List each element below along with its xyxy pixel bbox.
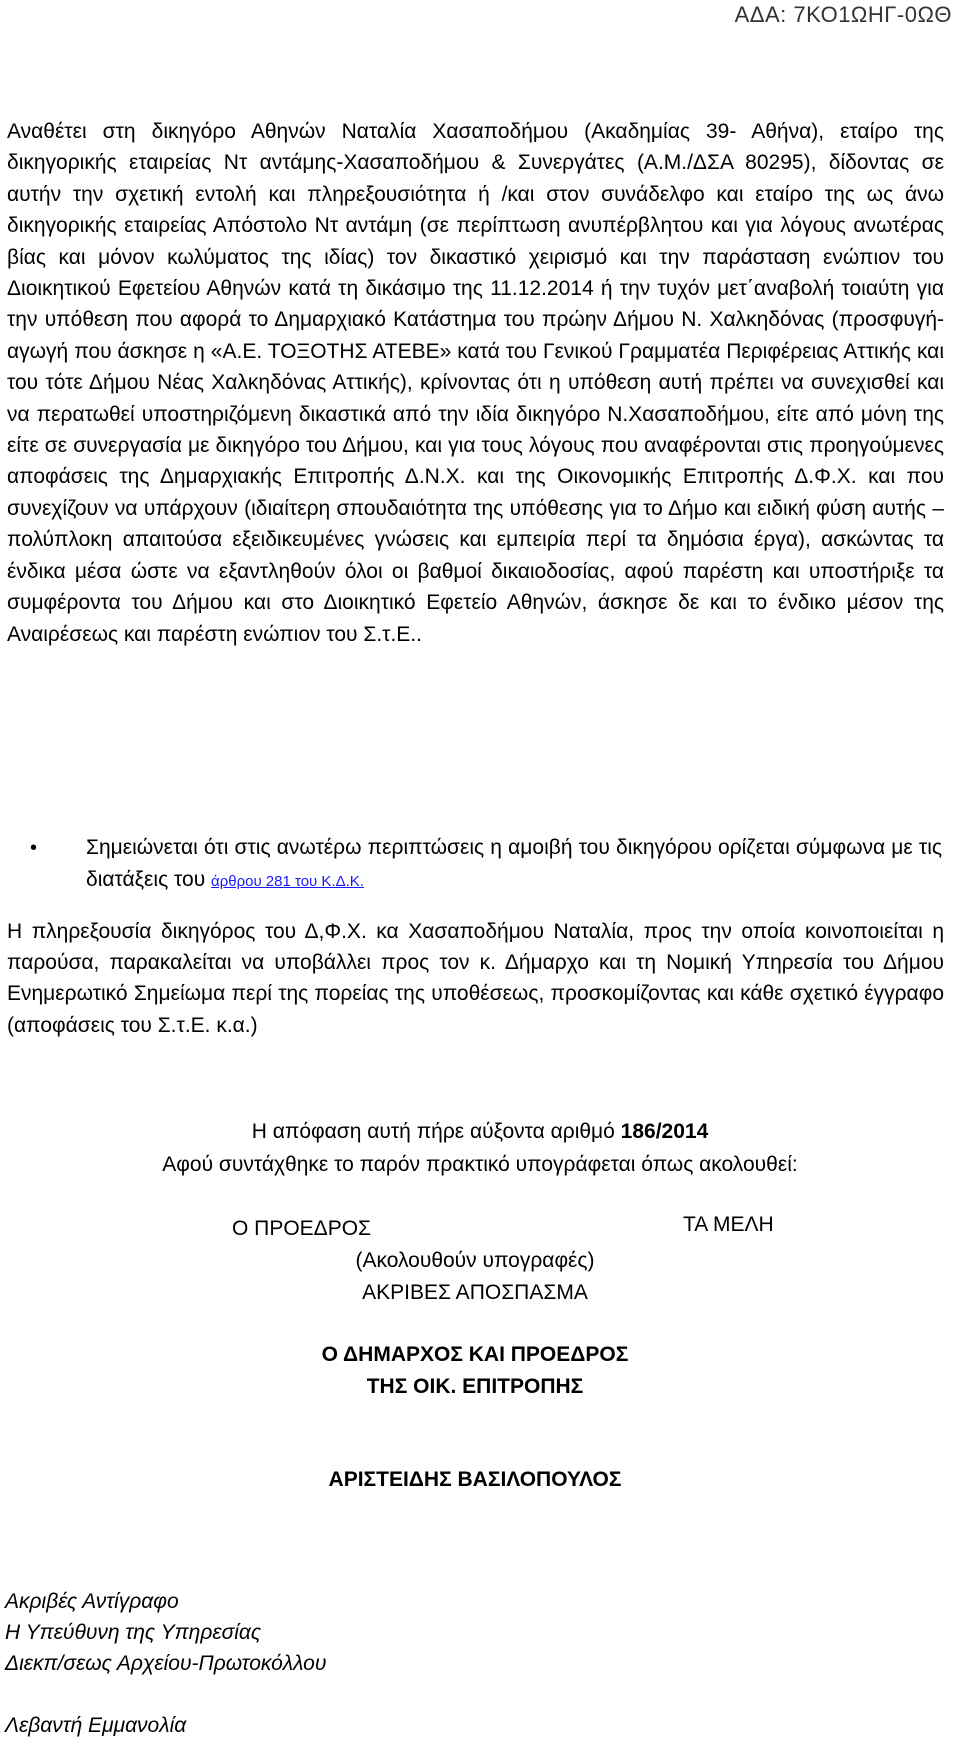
ada-code: ΑΔΑ: 7ΚΟ1ΩΗΓ-0ΩΘ: [734, 2, 952, 27]
exact-copy-label: ΑΚΡΙΒΕΣ ΑΠΟΣΠΑΣΜΑ: [362, 1281, 588, 1304]
mayor-title-line2: ΤΗΣ ΟΙΚ. ΕΠΙΤΡΟΠΗΣ: [366, 1375, 584, 1398]
members-label: ΤΑ ΜΕΛΗ: [683, 1213, 774, 1236]
mayor-name: ΑΡΙΣΤΕΙΔΗΣ ΒΑΣΙΛΟΠΟΥΛΟΣ: [328, 1468, 622, 1491]
certification-name: Λεβαντή Εμμανολία: [5, 1714, 187, 1737]
decision-prefix: Η απόφαση αυτή πήρε αύξοντα αριθμό: [251, 1120, 621, 1143]
main-paragraph: [7, 116, 944, 650]
decision-number-line: [0, 1120, 960, 1144]
article-281-link[interactable]: άρθρου 281 του Κ.Δ.Κ.: [211, 873, 364, 890]
note-text-wrap: [86, 832, 942, 898]
mayor-title-line1: Ο ΔΗΜΑΡΧΟΣ ΚΑΙ ΠΡΟΕΔΡΟΣ: [321, 1343, 629, 1366]
certification-line1: Ακριβές Αντίγραφο: [5, 1590, 179, 1613]
certification-block: [5, 1586, 326, 1741]
signatures-follow: (Ακολουθούν υπογραφές): [355, 1249, 595, 1272]
decision-number: 186/2014: [620, 1120, 709, 1143]
certification-line3: Διεκπ/σεως Αρχείου-Πρωτοκόλλου: [5, 1652, 327, 1675]
president-label: Ο ΠΡΟΕΔΡΟΣ: [232, 1217, 372, 1240]
certification-spacer: [5, 1679, 326, 1710]
bullet-icon: •: [30, 837, 38, 859]
second-paragraph: Η πληρεξουσία δικηγόρος του Δ,Φ.Χ. κα Χασαποδήμου Ναταλία, προς την οποία κοινοποιείται η παρούσα, παρακαλείται να υποβάλλει προς τον κ. Δήμαρχο και τη Νομική Υπηρεσία του Δήμου Ενημερωτικό Σημείωμα περί της πορείας της υποθέσεως, προσκομίζοντας και κάθε σχετικό έγγραφο (αποφάσεις του Σ.τ.Ε. κ.α.): [7, 920, 944, 1037]
note-text: Σημειώνεται ότι στις ανωτέρω περιπτώσεις η αμοιβή του δικηγόρου ορίζεται σύμφωνα με τις διατάξεις του: [86, 836, 942, 891]
note-bullet: [30, 832, 942, 898]
main-paragraph-text: Αναθέτει στη δικηγόρο Αθηνών Ναταλία Χασαποδήμου (Ακαδημίας 39- Αθήνα), εταίρο της δικηγορικής εταιρείας Ντ αντάμης-Χασαποδήμου & Συνεργάτες (Α.Μ./ΔΣΑ 80295), δίδοντας σε αυτήν την σχετική εντολή και πληρεξουσιότητα ή /και στον συνάδελφο και εταίρο της ως άνω δικηγορικής εταιρείας Απόστολο Ντ αντάμη (σε περίπτωση ανυπέρβλητου και για λόγους ανωτέρας βίας και μόνον κωλύματος της ιδίας) τον δικαστικό χειρισμό και την παράσταση ενώπιον του Διοικητικού Εφετείου Αθηνών κατά τη δικάσιμο της 11.12.2014 ή την τυχόν μετ΄αναβολή τοιαύτη για την υπόθεση που αφορά το Δημαρχιακό Κατάστημα του πρώην Δήμου Ν. Χαλκηδόνας (προσφυγή-αγωγή που άσκησε η «Α.Ε. ΤΟΞΟΤΗΣ ΑΤΕΒΕ» κατά του Γενικού Γραμματέα Περιφέρειας Αττικής και του τότε Δήμου Νέας Χαλκηδόνας Αττικής), κρίνοντας ότι η υπόθεση αυτή πρέπει να συνεχισθεί και να περατωθεί υποστηριζόμενη δικαστικά από την ιδία δικηγόρο Ν.Χασαποδήμου, είτε από μόνη της είτε σε συνεργασία με δικηγόρο του Δήμου, και για τους λόγους που αναφέρονται στις προηγούμενες αποφάσεις της Δημαρχιακής Επιτροπής Δ.Ν.Χ. και της Οικονομικής Επιτροπής Δ.Φ.Χ. και που συνεχίζουν να υπάρχουν (ιδιαίτερη σπουδαιότητα της υπόθεσης για το Δήμο και ειδική φύση αυτής – πολύπλοκη απαιτούσα εξειδικευμένες γνώσεις και εμπειρία περί τα δημόσια έργα), ασκώντας τα ένδικα μέσα ώστε να εξαντληθούν όλοι οι βαθμοί δικαιοδοσίας, αφού παρέστη και υποστήριξε τα συμφέροντα του Δήμου και στο Διοικητικό Εφετείο Αθηνών, άσκησε δε και το ένδικο μέσον της Αναιρέσεως και παρέστη ενώπιον του Σ.τ.Ε..: [7, 120, 944, 646]
certification-line2: Η Υπεύθυνη της Υπηρεσίας: [5, 1621, 262, 1644]
signed-line: Αφού συντάχθηκε το παρόν πρακτικό υπογράφεται όπως ακολουθεί:: [162, 1153, 798, 1176]
